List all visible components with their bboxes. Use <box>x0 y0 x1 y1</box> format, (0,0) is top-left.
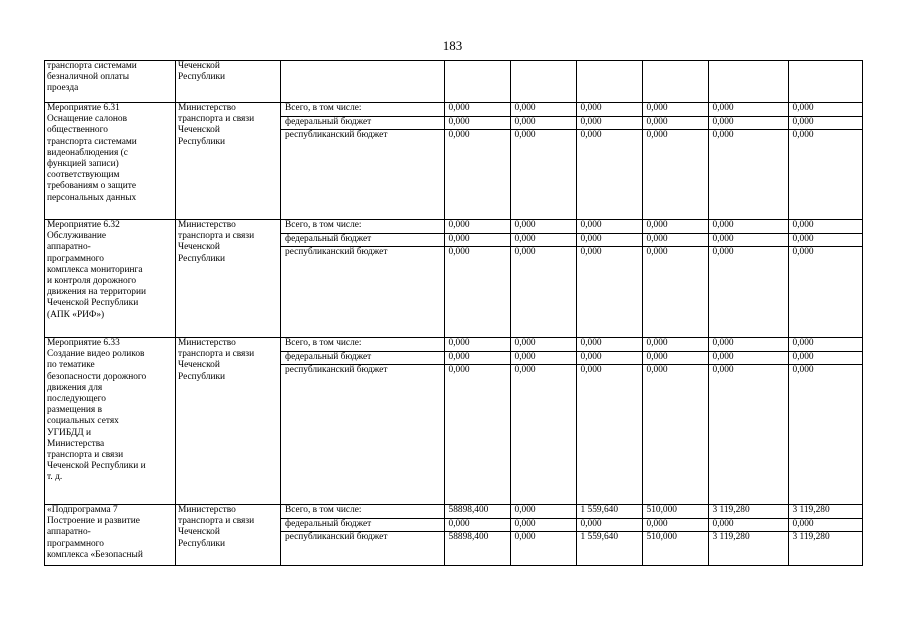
empty-cell <box>642 61 708 102</box>
funding-value: 0,000 <box>788 338 863 351</box>
funding-source-row <box>281 116 863 129</box>
measure-name-line: и контроля дорожного <box>47 276 137 287</box>
funding-source-label: республиканский бюджет <box>285 129 388 140</box>
measure-name-line: Оснащение салонов <box>47 114 128 125</box>
funding-value: 0,000 <box>444 364 510 504</box>
funding-value: 0,000 <box>788 364 863 504</box>
funding-source-row <box>281 351 863 364</box>
executor-cell <box>176 103 281 220</box>
measure-name-line: транспорта и связи <box>47 450 124 461</box>
funding-value: 0,000 <box>444 233 510 246</box>
funding-cell <box>281 103 863 220</box>
table-row <box>45 61 863 103</box>
funding-value: 58898,400 <box>444 505 510 518</box>
measure-name-line: аппаратно- <box>47 242 91 253</box>
funding-value: 58898,400 <box>444 531 510 565</box>
measure-name-line: Чеченской Республики и <box>47 461 146 472</box>
measure-name-line: УГИБДД и <box>47 427 92 438</box>
executor-line: Республики <box>178 72 226 83</box>
funding-value: 0,000 <box>708 518 788 531</box>
measure-name-line: «Подпрограмма 7 <box>47 505 118 515</box>
funding-value: 0,000 <box>642 246 708 337</box>
measure-name-line: аппаратно- <box>47 527 91 538</box>
measure-name-line: Мероприятие 6.31 <box>47 103 120 113</box>
funding-subtable <box>281 103 863 219</box>
funding-source-label: Всего, в том числе: <box>281 505 444 518</box>
measure-name-line: проезда <box>47 83 79 94</box>
executor-line: Чеченской <box>178 61 220 71</box>
measure-name-line: транспорта системами <box>47 136 137 147</box>
measure-name-line: комплекса «Безопасный <box>47 549 143 560</box>
funding-value: 1 559,640 <box>576 531 642 565</box>
measure-name-line: Министерства <box>47 438 105 449</box>
funding-value: 0,000 <box>510 518 576 531</box>
funding-cell <box>281 220 863 338</box>
funding-value: 0,000 <box>510 338 576 351</box>
table-row <box>45 338 863 505</box>
measure-name-line: по тематике <box>47 360 95 371</box>
funding-value: 0,000 <box>708 220 788 233</box>
table-row <box>45 505 863 566</box>
funding-value: 0,000 <box>708 246 788 337</box>
funding-value: 0,000 <box>510 364 576 504</box>
measure-name-line: персональных данных <box>47 192 137 203</box>
measure-name-line: (АПК «РИФ») <box>47 309 105 320</box>
funding-value: 0,000 <box>444 351 510 364</box>
funding-source-label: федеральный бюджет <box>281 351 444 364</box>
measure-name-line: комплекса мониторинга <box>47 264 143 275</box>
measure-name-line: безналичной оплаты <box>47 72 130 83</box>
funding-value: 0,000 <box>642 220 708 233</box>
measure-name-cell <box>45 103 176 220</box>
measure-name-line: последующего <box>47 394 106 405</box>
measure-name-line: Создание видео роликов <box>47 349 145 360</box>
funding-value: 0,000 <box>510 351 576 364</box>
funding-value: 0,000 <box>642 129 708 219</box>
measure-name-line: Обслуживание <box>47 231 107 242</box>
funding-value: 0,000 <box>788 220 863 233</box>
funding-source-label: Всего, в том числе: <box>281 220 444 233</box>
funding-value: 510,000 <box>642 531 708 565</box>
funding-value: 1 559,640 <box>576 505 642 518</box>
funding-cell <box>281 61 863 103</box>
funding-value: 0,000 <box>444 246 510 337</box>
funding-value: 0,000 <box>576 129 642 219</box>
measure-name-line: Построение и развитие <box>47 516 140 527</box>
empty-cell <box>708 61 788 102</box>
empty-cell <box>444 61 510 102</box>
executor-line: Министерство <box>178 103 236 113</box>
funding-cell <box>281 338 863 505</box>
funding-value: 0,000 <box>510 505 576 518</box>
empty-cell <box>510 61 576 102</box>
funding-value: 0,000 <box>444 518 510 531</box>
funding-value: 3 119,280 <box>708 505 788 518</box>
executor-line: транспорта и связи <box>178 349 255 360</box>
funding-value: 0,000 <box>788 103 863 116</box>
funding-value: 0,000 <box>788 246 863 337</box>
funding-value: 0,000 <box>708 338 788 351</box>
funding-source-row <box>281 103 863 116</box>
funding-value: 0,000 <box>642 116 708 129</box>
measure-name-line: безопасности дорожного <box>47 371 147 382</box>
executor-line: Республики <box>178 136 226 147</box>
executor-line: Республики <box>178 371 226 382</box>
funding-source-row <box>281 531 863 565</box>
executor-line: транспорта и связи <box>178 114 255 125</box>
measure-name-line: движения для <box>47 382 103 393</box>
measure-name-line: социальных сетях <box>47 416 119 427</box>
funding-value: 0,000 <box>510 531 576 565</box>
funding-source-row <box>281 364 863 504</box>
funding-value: 0,000 <box>444 116 510 129</box>
funding-value: 3 119,280 <box>788 505 863 518</box>
funding-value: 0,000 <box>576 233 642 246</box>
executor-line: Министерство <box>178 505 236 515</box>
page-number: 183 <box>442 38 463 53</box>
funding-value: 0,000 <box>708 103 788 116</box>
funding-subtable <box>281 220 863 337</box>
funding-cell <box>281 505 863 566</box>
funding-value: 0,000 <box>642 351 708 364</box>
funding-source-row <box>281 129 863 219</box>
measure-name-line: Чеченской Республики <box>47 298 139 309</box>
measure-name-line: общественного <box>47 125 108 136</box>
funding-value: 0,000 <box>510 233 576 246</box>
measure-name-line: соответствующим <box>47 170 120 181</box>
funding-value: 0,000 <box>510 246 576 337</box>
funding-value: 0,000 <box>576 246 642 337</box>
funding-value: 0,000 <box>788 518 863 531</box>
funding-value: 0,000 <box>576 351 642 364</box>
funding-value: 0,000 <box>510 103 576 116</box>
funding-value: 0,000 <box>708 233 788 246</box>
table-row <box>45 220 863 338</box>
funding-source-row <box>281 518 863 531</box>
funding-source-row <box>281 246 863 337</box>
funding-value: 0,000 <box>576 116 642 129</box>
funding-value: 0,000 <box>708 116 788 129</box>
funding-value: 0,000 <box>642 364 708 504</box>
executor-line: транспорта и связи <box>178 231 255 242</box>
funding-value: 0,000 <box>510 220 576 233</box>
measure-name-cell <box>45 338 176 505</box>
funding-value: 0,000 <box>510 129 576 219</box>
empty-cell <box>281 61 444 102</box>
funding-source-label: федеральный бюджет <box>281 518 444 531</box>
funding-value: 0,000 <box>642 233 708 246</box>
funding-value: 0,000 <box>788 233 863 246</box>
executor-line: Министерство <box>178 220 236 230</box>
funding-source-label: федеральный бюджет <box>281 233 444 246</box>
funding-source-label: республиканский бюджет <box>285 364 388 375</box>
funding-value: 3 119,280 <box>708 531 788 565</box>
executor-cell <box>176 220 281 338</box>
budget-table <box>44 60 863 566</box>
measure-name-line: транспорта системами <box>47 61 137 71</box>
funding-subtable <box>281 505 863 565</box>
executor-line: Республики <box>178 538 226 549</box>
funding-value: 0,000 <box>788 116 863 129</box>
table-row <box>45 103 863 220</box>
funding-source-row <box>281 338 863 351</box>
funding-value: 0,000 <box>708 129 788 219</box>
funding-source-row <box>281 505 863 518</box>
funding-row-empty <box>281 61 863 102</box>
measure-name-line: требованиям о защите <box>47 181 136 192</box>
funding-value: 0,000 <box>788 129 863 219</box>
funding-source-row <box>281 233 863 246</box>
empty-cell <box>576 61 642 102</box>
funding-source-label: Всего, в том числе: <box>281 338 444 351</box>
funding-source-label: Всего, в том числе: <box>281 103 444 116</box>
executor-line: Республики <box>178 253 226 264</box>
funding-value: 0,000 <box>642 518 708 531</box>
funding-value: 0,000 <box>576 103 642 116</box>
measure-name-line: видеонаблюдения (с <box>47 147 128 158</box>
executor-cell <box>176 338 281 505</box>
executor-line: Чеченской <box>178 360 220 371</box>
funding-subtable <box>281 338 863 504</box>
measure-name-line: Мероприятие 6.32 <box>47 220 120 230</box>
measure-name-line: программного <box>47 538 104 549</box>
funding-value: 0,000 <box>788 351 863 364</box>
funding-value: 0,000 <box>576 220 642 233</box>
funding-value: 0,000 <box>708 364 788 504</box>
measure-name-line: движения на территории <box>47 287 146 298</box>
funding-value: 0,000 <box>444 103 510 116</box>
funding-value: 0,000 <box>708 351 788 364</box>
funding-source-row <box>281 220 863 233</box>
funding-source-label: республиканский бюджет <box>285 246 388 257</box>
funding-value: 0,000 <box>510 116 576 129</box>
funding-source-label: федеральный бюджет <box>281 116 444 129</box>
measure-name-line: размещения в <box>47 405 103 416</box>
empty-cell <box>788 61 863 102</box>
funding-value: 0,000 <box>444 338 510 351</box>
funding-value: 0,000 <box>444 129 510 219</box>
funding-value: 510,000 <box>642 505 708 518</box>
executor-line: транспорта и связи <box>178 516 255 527</box>
executor-line: Чеченской <box>178 242 220 253</box>
measure-name-cell <box>45 505 176 566</box>
executor-cell <box>176 505 281 566</box>
funding-subtable <box>281 61 863 102</box>
executor-cell <box>176 61 281 103</box>
measure-name-line: т. д. <box>47 472 63 483</box>
funding-value: 0,000 <box>444 220 510 233</box>
funding-value: 0,000 <box>642 103 708 116</box>
measure-name-cell <box>45 61 176 103</box>
measure-name-line: функцией записи) <box>47 159 119 170</box>
executor-line: Министерство <box>178 338 236 348</box>
funding-value: 0,000 <box>642 338 708 351</box>
executor-line: Чеченской <box>178 527 220 538</box>
measure-name-line: Мероприятие 6.33 <box>47 338 120 348</box>
executor-line: Чеченской <box>178 125 220 136</box>
funding-value: 0,000 <box>576 338 642 351</box>
measure-name-line: программного <box>47 253 104 264</box>
funding-value: 0,000 <box>576 364 642 504</box>
measure-name-cell <box>45 220 176 338</box>
funding-value: 0,000 <box>576 518 642 531</box>
funding-value: 3 119,280 <box>788 531 863 565</box>
funding-source-label: республиканский бюджет <box>285 531 388 542</box>
